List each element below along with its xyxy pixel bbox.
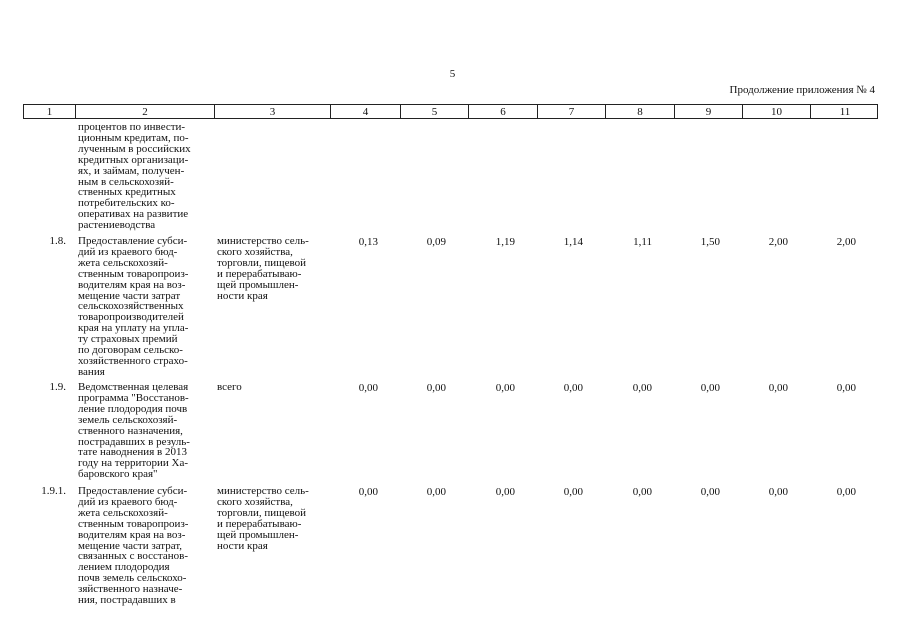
header-col-3: 3 bbox=[215, 105, 331, 118]
measure-name-line: сельскохозяйственных bbox=[78, 300, 184, 313]
value-col-10: 0,00 bbox=[768, 486, 788, 498]
executor-line: всего bbox=[217, 381, 242, 393]
measure-name-line: водителям края на воз- bbox=[78, 528, 186, 541]
measure-name-line: водителям края на воз- bbox=[78, 278, 186, 291]
measure-name-line: Предоставление субси- bbox=[78, 485, 188, 497]
measure-name bbox=[78, 486, 211, 606]
executor-line: ского хозяйства, bbox=[217, 245, 293, 258]
executor-line: ности края bbox=[217, 539, 268, 552]
measure-name-line: ным в сельскохозяй- bbox=[78, 175, 174, 188]
measure-name-line: хозяйственного страхо- bbox=[78, 354, 188, 367]
measure-name-line: году на территории Ха- bbox=[78, 457, 189, 470]
value-col-11: 0,00 bbox=[836, 486, 856, 498]
measure-name-line: дий из краевого бюд- bbox=[78, 245, 178, 258]
measure-name-line: ление плодородия почв bbox=[78, 402, 188, 415]
measure-name-line: ственным товаропроиз- bbox=[78, 267, 189, 280]
executor-line: щей промышлен- bbox=[217, 528, 299, 541]
measure-name-line: лением плодородия bbox=[78, 561, 170, 574]
measure-name-line: мещение части затрат bbox=[78, 289, 181, 302]
header-col-9: 9 bbox=[675, 105, 743, 118]
value-col-10: 2,00 bbox=[768, 236, 788, 248]
measure-name-line: ционным кредитам, по- bbox=[78, 131, 189, 144]
value-col-7: 1,14 bbox=[563, 236, 583, 248]
executor-line: ности края bbox=[217, 289, 268, 302]
measure-name bbox=[78, 122, 211, 231]
measure-name-line: кредитных организаци- bbox=[78, 153, 189, 166]
value-col-7: 0,00 bbox=[563, 382, 583, 394]
measure-name-line: вания bbox=[78, 365, 105, 378]
header-col-1: 1 bbox=[24, 105, 76, 118]
measure-name-line: зяйственного назначе- bbox=[78, 583, 183, 596]
value-col-8: 0,00 bbox=[632, 382, 652, 394]
executor-line: ского хозяйства, bbox=[217, 495, 293, 508]
header-col-8: 8 bbox=[606, 105, 675, 118]
executor bbox=[217, 382, 327, 393]
measure-name bbox=[78, 382, 211, 480]
measure-name-line: потребительских ко- bbox=[78, 197, 175, 210]
measure-name-line: связанных с восстанов- bbox=[78, 550, 188, 563]
header-col-7: 7 bbox=[538, 105, 606, 118]
measure-name-line: тате наводнения в 2013 bbox=[78, 446, 187, 459]
measure-name-line: края на уплату на упла- bbox=[78, 322, 189, 335]
page-number: 5 bbox=[449, 68, 456, 80]
value-col-10: 0,00 bbox=[768, 382, 788, 394]
value-col-7: 0,00 bbox=[563, 486, 583, 498]
header-col-4: 4 bbox=[331, 105, 401, 118]
row-number: 1.9. bbox=[49, 381, 66, 393]
measure-name-line: баровского края" bbox=[78, 468, 158, 481]
executor-line: и перерабатываю- bbox=[217, 517, 302, 530]
value-col-8: 0,00 bbox=[632, 486, 652, 498]
measure-name-line: растениеводства bbox=[78, 219, 156, 232]
executor bbox=[217, 236, 327, 301]
measure-name-line: процентов по инвести- bbox=[78, 121, 186, 133]
value-col-6: 0,00 bbox=[495, 486, 515, 498]
measure-name-line: ственного назначения, bbox=[78, 424, 183, 437]
measure-name-line: программа "Восстанов- bbox=[78, 391, 189, 404]
measure-name-line: ния, пострадавших в bbox=[78, 594, 176, 607]
measure-name-line: Ведомственная целевая bbox=[78, 381, 189, 393]
value-col-4: 0,13 bbox=[358, 236, 378, 248]
measure-name-line: оперативах на развитие bbox=[78, 208, 189, 221]
measure-name-line: почв земель сельскохо- bbox=[78, 572, 187, 585]
executor-line: торговли, пищевой bbox=[217, 256, 306, 269]
header-col-2: 2 bbox=[76, 105, 215, 118]
measure-name-line: ственных кредитных bbox=[78, 186, 176, 199]
measure-name-line: ственным товаропроиз- bbox=[78, 517, 189, 530]
value-col-5: 0,00 bbox=[426, 486, 446, 498]
value-col-11: 0,00 bbox=[836, 382, 856, 394]
value-col-9: 0,00 bbox=[700, 486, 720, 498]
measure-name-line: земель сельскохозяй- bbox=[78, 413, 178, 426]
value-col-8: 1,11 bbox=[633, 236, 652, 248]
executor-line: и перерабатываю- bbox=[217, 267, 302, 280]
header-col-5: 5 bbox=[401, 105, 469, 118]
measure-name-line: по договорам сельско- bbox=[78, 344, 183, 357]
executor-line: щей промышлен- bbox=[217, 278, 299, 291]
table-header bbox=[23, 104, 878, 119]
executor-line: министерство сель- bbox=[217, 235, 309, 247]
value-col-6: 1,19 bbox=[495, 236, 515, 248]
value-col-9: 0,00 bbox=[700, 382, 720, 394]
value-col-5: 0,09 bbox=[426, 236, 446, 248]
measure-name-line: товаропроизводителей bbox=[78, 311, 184, 324]
value-col-4: 0,00 bbox=[358, 486, 378, 498]
measure-name-line: дий из краевого бюд- bbox=[78, 495, 178, 508]
executor-line: министерство сель- bbox=[217, 485, 309, 497]
measure-name-line: пострадавших в резуль- bbox=[78, 435, 190, 448]
header-col-6: 6 bbox=[469, 105, 538, 118]
value-col-9: 1,50 bbox=[700, 236, 720, 248]
measure-name-line: лученным в российских bbox=[78, 142, 191, 155]
continuation-label: Продолжение приложения № 4 bbox=[729, 84, 875, 96]
measure-name bbox=[78, 236, 211, 378]
value-col-5: 0,00 bbox=[426, 382, 446, 394]
header-col-10: 10 bbox=[743, 105, 811, 118]
value-col-11: 2,00 bbox=[836, 236, 856, 248]
measure-name-line: мещение части затрат, bbox=[78, 539, 183, 552]
measure-name-line: жета сельскохозяй- bbox=[78, 506, 168, 519]
value-col-4: 0,00 bbox=[358, 382, 378, 394]
executor-line: торговли, пищевой bbox=[217, 506, 306, 519]
measure-name-line: жета сельскохозяй- bbox=[78, 256, 168, 269]
measure-name-line: Предоставление субси- bbox=[78, 235, 188, 247]
executor bbox=[217, 486, 327, 551]
row-number: 1.9.1. bbox=[41, 485, 66, 497]
value-col-6: 0,00 bbox=[495, 382, 515, 394]
row-number: 1.8. bbox=[49, 235, 66, 247]
measure-name-line: ях, и займам, получен- bbox=[78, 164, 185, 177]
header-col-11: 11 bbox=[839, 106, 851, 118]
measure-name-line: ту страховых премий bbox=[78, 333, 178, 346]
